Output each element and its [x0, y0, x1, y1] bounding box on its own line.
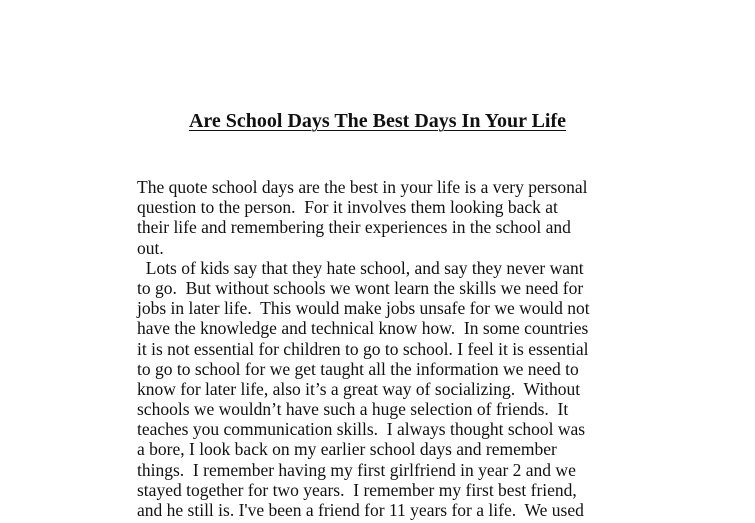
text-line: have the knowledge and technical know how. In some countries — [137, 318, 589, 339]
text-line: jobs in later life. This would make jobs unsafe for we would not — [137, 298, 590, 319]
text-line: The quote school days are the best in your life is a very personal — [137, 177, 588, 197]
text-line: Lots of kids say that they hate school, and say they never want — [137, 257, 584, 278]
text-line: things. I remember having my first girlfriend in year 2 and we — [137, 459, 576, 480]
text-line: schools we wouldn’t have such a huge selection of friends. It — [137, 399, 569, 420]
text-line: out. — [137, 237, 164, 258]
text-line: and he still is. I've been a friend for 11 years for a life. We used — [137, 500, 584, 520]
text-line: to go. But without schools we wont learn the skills we need for — [137, 277, 584, 298]
text-line: stayed together for two years. I remember my first best friend, — [137, 479, 577, 500]
text-line: their life and remembering their experiences in the school and — [137, 217, 571, 238]
text-line: a bore, I look back on my earlier school days and remember — [137, 439, 557, 460]
text-line: question to the person. For it involves them looking back at — [137, 197, 558, 218]
text-line: it is not essential for children to go to school. I feel it is essential — [137, 338, 589, 359]
text-line: know for later life, also it’s a great way of socializing. Without — [137, 378, 581, 399]
document-title: Are School Days The Best Days In Your Life — [188, 110, 567, 132]
text-line: to go to school for we get taught all the information we need to — [137, 358, 579, 379]
document-body — [137, 177, 617, 520]
text-line: teaches you communication skills. I always thought school was — [137, 419, 586, 440]
